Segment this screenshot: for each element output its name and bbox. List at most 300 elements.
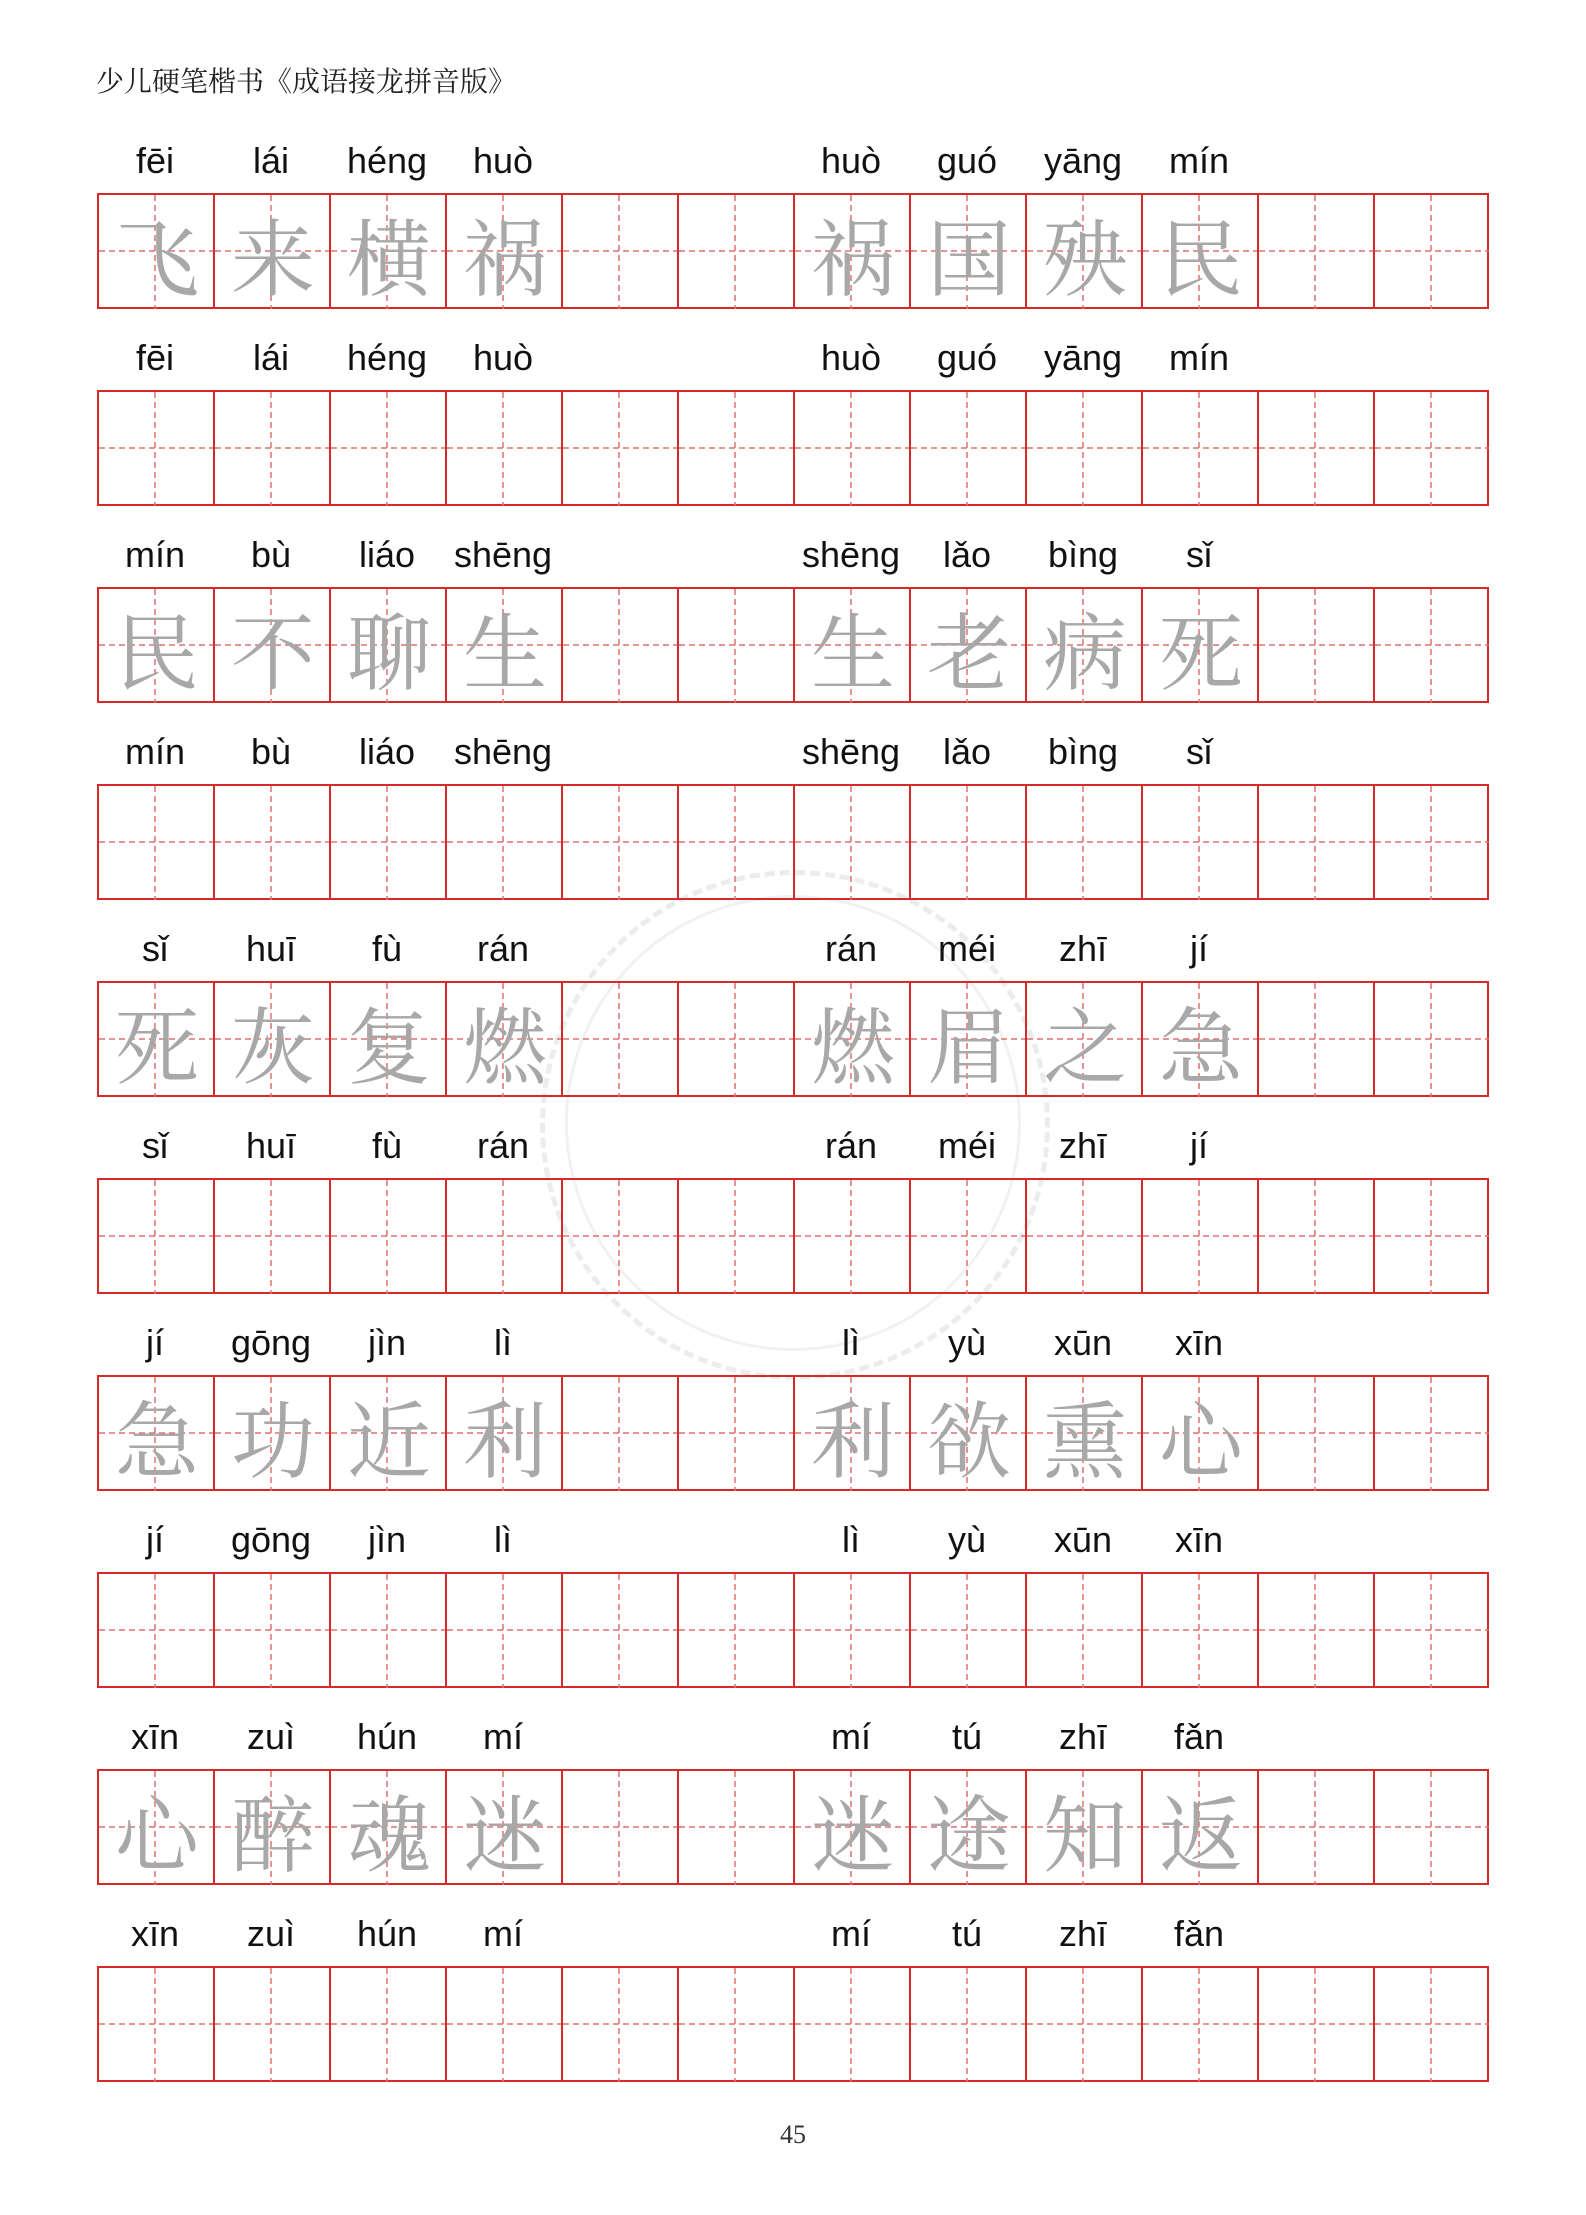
cell-guide-lines — [909, 1966, 1025, 2082]
tracing-grid — [97, 587, 1490, 703]
pinyin-label: xīn — [1174, 1519, 1224, 1560]
tian-zi-ge-cell[interactable] — [793, 1966, 909, 2082]
tian-zi-ge-cell[interactable] — [329, 981, 445, 1097]
pinyin-label: fù — [371, 928, 403, 969]
tian-zi-ge-cell[interactable] — [909, 981, 1025, 1097]
tian-zi-ge-cell[interactable] — [445, 193, 561, 309]
tian-zi-ge-cell[interactable] — [561, 1572, 677, 1688]
trace-character: 功 — [230, 1392, 315, 1491]
pinyin-label: méi — [937, 1125, 996, 1166]
tian-zi-ge-cell[interactable] — [793, 1178, 909, 1294]
tian-zi-ge-cell[interactable] — [213, 1572, 329, 1688]
pinyin-label: yù — [947, 1519, 987, 1560]
pinyin-label: huò — [472, 337, 534, 378]
pinyin-label: rán — [824, 1125, 878, 1166]
tian-zi-ge-cell[interactable] — [677, 784, 793, 900]
pinyin-label: tú — [951, 1913, 983, 1954]
tian-zi-ge-cell[interactable] — [213, 1375, 329, 1491]
trace-character: 聊 — [346, 604, 431, 703]
pinyin-label: hún — [356, 1913, 418, 1954]
tian-zi-ge-cell[interactable] — [445, 587, 561, 703]
tian-zi-ge-cell[interactable] — [561, 587, 677, 703]
trace-character: 死 — [114, 998, 199, 1097]
cell-guide-lines — [1373, 587, 1489, 703]
pinyin-label: shēng — [801, 731, 901, 772]
trace-character: 利 — [462, 1392, 547, 1491]
tian-zi-ge-cell[interactable] — [445, 1966, 561, 2082]
pinyin-label: lái — [252, 337, 290, 378]
cell-guide-lines — [1025, 390, 1141, 506]
tian-zi-ge-cell[interactable] — [1141, 1375, 1257, 1491]
trace-character: 知 — [1042, 1786, 1127, 1885]
cell-guide-lines — [677, 587, 793, 703]
pinyin-label: bìng — [1047, 731, 1119, 772]
cell-guide-lines — [1257, 587, 1373, 703]
cell-guide-lines — [1257, 1178, 1373, 1294]
cell-guide-lines — [677, 193, 793, 309]
tian-zi-ge-cell[interactable] — [1373, 390, 1489, 506]
trace-character: 飞 — [114, 210, 199, 309]
cell-guide-lines — [561, 1966, 677, 2082]
pinyin-label: huò — [820, 140, 882, 181]
pinyin-label: mín — [124, 731, 185, 772]
trace-character: 燃 — [462, 998, 547, 1097]
pinyin-label: huò — [472, 140, 534, 181]
pinyin-label: mín — [1168, 140, 1229, 181]
tian-zi-ge-cell[interactable] — [1373, 1375, 1489, 1491]
tracing-grid — [97, 981, 1490, 1097]
tian-zi-ge-cell[interactable] — [213, 390, 329, 506]
tian-zi-ge-cell[interactable] — [1141, 1966, 1257, 2082]
tian-zi-ge-cell[interactable] — [1373, 1966, 1489, 2082]
tian-zi-ge-cell[interactable] — [97, 1769, 213, 1885]
tian-zi-ge-cell[interactable] — [1025, 981, 1141, 1097]
cell-guide-lines — [1257, 1572, 1373, 1688]
pinyin-label: lǎo — [942, 731, 992, 772]
cell-guide-lines — [213, 784, 329, 900]
pinyin-label: rán — [476, 928, 530, 969]
tian-zi-ge-cell[interactable] — [1373, 784, 1489, 900]
tracing-grid — [97, 193, 1490, 309]
cell-guide-lines — [677, 1769, 793, 1885]
tian-zi-ge-cell[interactable] — [561, 1966, 677, 2082]
tian-zi-ge-cell[interactable] — [793, 390, 909, 506]
tian-zi-ge-cell[interactable] — [97, 981, 213, 1097]
tian-zi-ge-cell[interactable] — [213, 587, 329, 703]
tian-zi-ge-cell[interactable] — [909, 587, 1025, 703]
tian-zi-ge-cell[interactable] — [1141, 587, 1257, 703]
tian-zi-ge-cell[interactable] — [561, 390, 677, 506]
tian-zi-ge-cell[interactable] — [1373, 587, 1489, 703]
cell-guide-lines — [1257, 1769, 1373, 1885]
tian-zi-ge-cell[interactable] — [329, 587, 445, 703]
cell-guide-lines — [1257, 390, 1373, 506]
cell-guide-lines — [329, 390, 445, 506]
cell-guide-lines — [1373, 1966, 1489, 2082]
tian-zi-ge-cell[interactable] — [561, 1769, 677, 1885]
tian-zi-ge-cell[interactable] — [793, 587, 909, 703]
tian-zi-ge-cell[interactable] — [909, 1966, 1025, 2082]
pinyin-label: bìng — [1047, 534, 1119, 575]
tian-zi-ge-cell[interactable] — [1373, 1178, 1489, 1294]
tian-zi-ge-cell[interactable] — [909, 1769, 1025, 1885]
cell-guide-lines — [677, 1375, 793, 1491]
tian-zi-ge-cell[interactable] — [909, 193, 1025, 309]
cell-guide-lines — [561, 1178, 677, 1294]
cell-guide-lines — [1025, 1178, 1141, 1294]
tian-zi-ge-cell[interactable] — [793, 193, 909, 309]
tian-zi-ge-cell[interactable] — [677, 1375, 793, 1491]
trace-character: 眉 — [926, 998, 1011, 1097]
pinyin-label: liáo — [358, 731, 416, 772]
trace-character: 民 — [114, 604, 199, 703]
tian-zi-ge-cell[interactable] — [677, 1178, 793, 1294]
cell-guide-lines — [329, 1966, 445, 2082]
pinyin-label: mín — [1168, 337, 1229, 378]
pinyin-label: jí — [1190, 928, 1208, 969]
tian-zi-ge-cell[interactable] — [1257, 981, 1373, 1097]
tian-zi-ge-cell[interactable] — [329, 1572, 445, 1688]
cell-guide-lines — [1373, 1572, 1489, 1688]
cell-guide-lines — [793, 1572, 909, 1688]
trace-character: 病 — [1042, 604, 1127, 703]
pinyin-label: guó — [936, 337, 998, 378]
trace-character: 心 — [114, 1786, 199, 1885]
cell-guide-lines — [677, 784, 793, 900]
tian-zi-ge-cell[interactable] — [909, 784, 1025, 900]
tian-zi-ge-cell[interactable] — [1025, 390, 1141, 506]
trace-character: 返 — [1158, 1786, 1243, 1885]
tian-zi-ge-cell[interactable] — [445, 1178, 561, 1294]
trace-character: 民 — [1158, 210, 1243, 309]
tian-zi-ge-cell[interactable] — [1257, 1572, 1373, 1688]
cell-guide-lines — [1257, 1966, 1373, 2082]
pinyin-label: shēng — [453, 731, 553, 772]
tian-zi-ge-cell[interactable] — [677, 390, 793, 506]
cell-guide-lines — [1141, 784, 1257, 900]
pinyin-label: huī — [245, 1125, 297, 1166]
cell-guide-lines — [213, 1572, 329, 1688]
cell-guide-lines — [1373, 1375, 1489, 1491]
practice-grid — [97, 1966, 1490, 2082]
cell-guide-lines — [1025, 784, 1141, 900]
trace-character: 生 — [810, 604, 895, 703]
tian-zi-ge-cell[interactable] — [1025, 784, 1141, 900]
pinyin-label: sǐ — [1186, 731, 1212, 772]
pinyin-label: yāng — [1043, 140, 1123, 181]
pinyin-label: mí — [483, 1913, 523, 1954]
pinyin-label: lǎo — [942, 534, 992, 575]
cell-guide-lines — [97, 1966, 213, 2082]
trace-character: 生 — [462, 604, 547, 703]
pinyin-label: jìn — [367, 1519, 407, 1560]
tian-zi-ge-cell[interactable] — [445, 1769, 561, 1885]
tian-zi-ge-cell[interactable] — [329, 1769, 445, 1885]
tian-zi-ge-cell[interactable] — [97, 1966, 213, 2082]
cell-guide-lines — [793, 390, 909, 506]
pinyin-label: zuì — [246, 1913, 296, 1954]
cell-guide-lines — [561, 1769, 677, 1885]
pinyin-label: lì — [842, 1322, 860, 1363]
cell-guide-lines — [97, 1178, 213, 1294]
tian-zi-ge-cell[interactable] — [909, 1178, 1025, 1294]
pinyin-label: fēi — [135, 140, 175, 181]
tian-zi-ge-cell[interactable] — [1373, 1769, 1489, 1885]
tian-zi-ge-cell[interactable] — [1257, 390, 1373, 506]
pinyin-label: rán — [476, 1125, 530, 1166]
pinyin-label: fǎn — [1173, 1716, 1225, 1757]
practice-grid — [97, 390, 1490, 506]
tian-zi-ge-cell[interactable] — [793, 981, 909, 1097]
tian-zi-ge-cell[interactable] — [677, 981, 793, 1097]
cell-guide-lines — [561, 390, 677, 506]
tian-zi-ge-cell[interactable] — [97, 1572, 213, 1688]
tian-zi-ge-cell[interactable] — [677, 587, 793, 703]
tian-zi-ge-cell[interactable] — [213, 784, 329, 900]
cell-guide-lines — [1373, 1769, 1489, 1885]
pinyin-label: lái — [252, 140, 290, 181]
trace-character: 祸 — [810, 210, 895, 309]
tian-zi-ge-cell[interactable] — [97, 1375, 213, 1491]
tian-zi-ge-cell[interactable] — [677, 1572, 793, 1688]
tian-zi-ge-cell[interactable] — [329, 1966, 445, 2082]
trace-character: 不 — [230, 604, 315, 703]
pinyin-label: guó — [936, 140, 998, 181]
tian-zi-ge-cell[interactable] — [1025, 193, 1141, 309]
cell-guide-lines — [561, 193, 677, 309]
cell-guide-lines — [1141, 1966, 1257, 2082]
tian-zi-ge-cell[interactable] — [213, 981, 329, 1097]
tian-zi-ge-cell[interactable] — [793, 1769, 909, 1885]
tian-zi-ge-cell[interactable] — [445, 390, 561, 506]
trace-character: 之 — [1042, 998, 1127, 1097]
trace-character: 欲 — [926, 1392, 1011, 1491]
pinyin-label: shēng — [801, 534, 901, 575]
trace-character: 横 — [346, 210, 431, 309]
tian-zi-ge-cell[interactable] — [561, 193, 677, 309]
tian-zi-ge-cell[interactable] — [329, 784, 445, 900]
cell-guide-lines — [677, 1572, 793, 1688]
cell-guide-lines — [329, 784, 445, 900]
pinyin-label: zhī — [1058, 1716, 1108, 1757]
tian-zi-ge-cell[interactable] — [1025, 1375, 1141, 1491]
cell-guide-lines — [793, 1966, 909, 2082]
tian-zi-ge-cell[interactable] — [213, 1178, 329, 1294]
trace-character: 醉 — [230, 1786, 315, 1885]
cell-guide-lines — [909, 390, 1025, 506]
tian-zi-ge-cell[interactable] — [677, 1966, 793, 2082]
cell-guide-lines — [1373, 1178, 1489, 1294]
tian-zi-ge-cell[interactable] — [445, 784, 561, 900]
pinyin-label: bù — [250, 731, 292, 772]
tian-zi-ge-cell[interactable] — [329, 1375, 445, 1491]
tian-zi-ge-cell[interactable] — [1141, 390, 1257, 506]
pinyin-label: lì — [494, 1519, 512, 1560]
cell-guide-lines — [677, 981, 793, 1097]
tian-zi-ge-cell[interactable] — [213, 193, 329, 309]
tian-zi-ge-cell[interactable] — [1257, 587, 1373, 703]
pinyin-label: yāng — [1043, 337, 1123, 378]
tian-zi-ge-cell[interactable] — [97, 390, 213, 506]
tian-zi-ge-cell[interactable] — [1025, 587, 1141, 703]
cell-guide-lines — [909, 784, 1025, 900]
pinyin-label: jí — [146, 1322, 164, 1363]
pinyin-label: zuì — [246, 1716, 296, 1757]
tian-zi-ge-cell[interactable] — [445, 981, 561, 1097]
pinyin-label: tú — [951, 1716, 983, 1757]
tian-zi-ge-cell[interactable] — [793, 1572, 909, 1688]
cell-guide-lines — [677, 1966, 793, 2082]
pinyin-label: liáo — [358, 534, 416, 575]
cell-guide-lines — [1257, 784, 1373, 900]
practice-grid — [97, 1178, 1490, 1294]
tian-zi-ge-cell[interactable] — [1025, 1769, 1141, 1885]
pinyin-label: xīn — [130, 1913, 180, 1954]
tian-zi-ge-cell[interactable] — [329, 193, 445, 309]
cell-guide-lines — [1373, 784, 1489, 900]
tian-zi-ge-cell[interactable] — [561, 784, 677, 900]
cell-guide-lines — [561, 784, 677, 900]
cell-guide-lines — [1373, 193, 1489, 309]
tian-zi-ge-cell[interactable] — [1141, 981, 1257, 1097]
pinyin-label: xūn — [1053, 1322, 1113, 1363]
tian-zi-ge-cell[interactable] — [793, 784, 909, 900]
cell-guide-lines — [1025, 1966, 1141, 2082]
tian-zi-ge-cell[interactable] — [909, 1375, 1025, 1491]
tian-zi-ge-cell[interactable] — [793, 1375, 909, 1491]
trace-character: 燃 — [810, 998, 895, 1097]
tian-zi-ge-cell[interactable] — [1373, 1572, 1489, 1688]
cell-guide-lines — [561, 587, 677, 703]
pinyin-label: mín — [124, 534, 185, 575]
cell-guide-lines — [213, 1966, 329, 2082]
tian-zi-ge-cell[interactable] — [1141, 1769, 1257, 1885]
tian-zi-ge-cell[interactable] — [1257, 1769, 1373, 1885]
pinyin-label: mí — [831, 1913, 871, 1954]
practice-grid — [97, 784, 1490, 900]
pinyin-label: mí — [483, 1716, 523, 1757]
trace-character: 熏 — [1042, 1392, 1127, 1491]
cell-guide-lines — [329, 1572, 445, 1688]
tian-zi-ge-cell[interactable] — [1257, 193, 1373, 309]
pinyin-label: sǐ — [1186, 534, 1212, 575]
tian-zi-ge-cell[interactable] — [1141, 1178, 1257, 1294]
trace-character: 来 — [230, 210, 315, 309]
tian-zi-ge-cell[interactable] — [561, 981, 677, 1097]
cell-guide-lines — [97, 784, 213, 900]
tian-zi-ge-cell[interactable] — [677, 1769, 793, 1885]
cell-guide-lines — [1025, 1572, 1141, 1688]
tian-zi-ge-cell[interactable] — [1373, 981, 1489, 1097]
trace-character: 死 — [1158, 604, 1243, 703]
practice-grid — [97, 1572, 1490, 1688]
tian-zi-ge-cell[interactable] — [97, 784, 213, 900]
pinyin-label: fù — [371, 1125, 403, 1166]
tian-zi-ge-cell[interactable] — [1257, 1178, 1373, 1294]
cell-guide-lines — [445, 1178, 561, 1294]
trace-character: 灰 — [230, 998, 315, 1097]
trace-character: 魂 — [346, 1786, 431, 1885]
tian-zi-ge-cell[interactable] — [561, 1375, 677, 1491]
pinyin-label: zhī — [1058, 928, 1108, 969]
pinyin-label: lì — [842, 1519, 860, 1560]
pinyin-label: yù — [947, 1322, 987, 1363]
tian-zi-ge-cell[interactable] — [1257, 784, 1373, 900]
tracing-grid — [97, 1375, 1490, 1491]
tian-zi-ge-cell[interactable] — [97, 1178, 213, 1294]
tian-zi-ge-cell[interactable] — [909, 390, 1025, 506]
pinyin-label: sǐ — [142, 1125, 168, 1166]
trace-character: 近 — [346, 1392, 431, 1491]
pinyin-label: héng — [346, 337, 428, 378]
trace-character: 老 — [926, 604, 1011, 703]
cell-guide-lines — [1373, 981, 1489, 1097]
pinyin-label: fǎn — [1173, 1913, 1225, 1954]
pinyin-label: xūn — [1053, 1519, 1113, 1560]
pinyin-label: jí — [146, 1519, 164, 1560]
tian-zi-ge-cell[interactable] — [1141, 1572, 1257, 1688]
tian-zi-ge-cell[interactable] — [561, 1178, 677, 1294]
pinyin-label: mí — [831, 1716, 871, 1757]
pinyin-label: héng — [346, 140, 428, 181]
pinyin-label: xīn — [1174, 1322, 1224, 1363]
pinyin-label: jí — [1190, 1125, 1208, 1166]
tian-zi-ge-cell[interactable] — [677, 193, 793, 309]
trace-character: 心 — [1158, 1392, 1243, 1491]
cell-guide-lines — [1141, 390, 1257, 506]
trace-character: 迷 — [462, 1786, 547, 1885]
tian-zi-ge-cell[interactable] — [909, 1572, 1025, 1688]
pinyin-label: zhī — [1058, 1125, 1108, 1166]
tian-zi-ge-cell[interactable] — [1141, 193, 1257, 309]
tian-zi-ge-cell[interactable] — [1025, 1178, 1141, 1294]
cell-guide-lines — [329, 1178, 445, 1294]
trace-character: 迷 — [810, 1786, 895, 1885]
tracing-grid — [97, 1769, 1490, 1885]
tian-zi-ge-cell[interactable] — [1025, 1572, 1141, 1688]
trace-character: 急 — [1158, 998, 1243, 1097]
pinyin-label: huò — [820, 337, 882, 378]
tian-zi-ge-cell[interactable] — [329, 390, 445, 506]
pinyin-label: hún — [356, 1716, 418, 1757]
tian-zi-ge-cell[interactable] — [1141, 784, 1257, 900]
cell-guide-lines — [561, 1375, 677, 1491]
cell-guide-lines — [445, 1572, 561, 1688]
tian-zi-ge-cell[interactable] — [213, 1966, 329, 2082]
tian-zi-ge-cell[interactable] — [213, 1769, 329, 1885]
trace-character: 祸 — [462, 210, 547, 309]
cell-guide-lines — [97, 390, 213, 506]
cell-guide-lines — [909, 1572, 1025, 1688]
cell-guide-lines — [677, 390, 793, 506]
page-number: 45 — [780, 2120, 806, 2149]
cell-guide-lines — [213, 390, 329, 506]
tian-zi-ge-cell[interactable] — [1257, 1375, 1373, 1491]
tian-zi-ge-cell[interactable] — [445, 1375, 561, 1491]
tian-zi-ge-cell[interactable] — [1373, 193, 1489, 309]
tian-zi-ge-cell[interactable] — [1025, 1966, 1141, 2082]
cell-guide-lines — [561, 1572, 677, 1688]
tian-zi-ge-cell[interactable] — [97, 193, 213, 309]
tian-zi-ge-cell[interactable] — [97, 587, 213, 703]
cell-guide-lines — [909, 1178, 1025, 1294]
tian-zi-ge-cell[interactable] — [1257, 1966, 1373, 2082]
tian-zi-ge-cell[interactable] — [329, 1178, 445, 1294]
trace-character: 途 — [926, 1786, 1011, 1885]
cell-guide-lines — [1141, 1178, 1257, 1294]
page-header-title: 少儿硬笔楷书《成语接龙拼音版》 — [96, 65, 517, 98]
tian-zi-ge-cell[interactable] — [445, 1572, 561, 1688]
